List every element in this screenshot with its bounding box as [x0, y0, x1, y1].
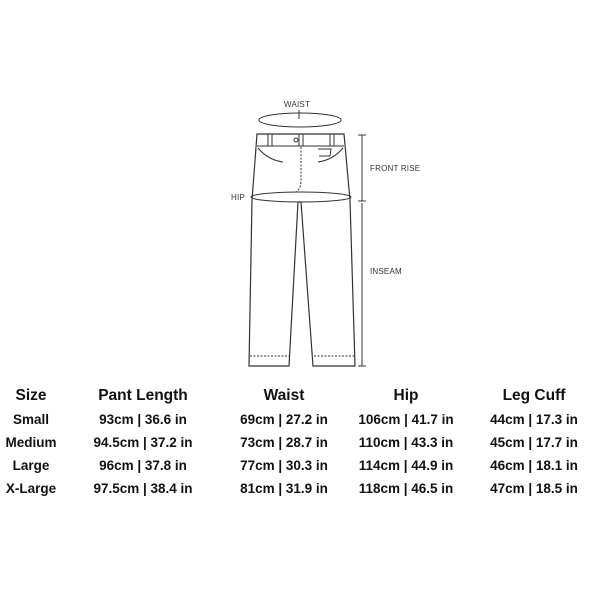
cell-pant-length: 94.5cm | 37.2 in: [93, 435, 193, 450]
hip-measure-ellipse: [251, 192, 351, 202]
coin-pocket: [318, 149, 331, 156]
hip-label: HIP: [231, 193, 245, 202]
button-icon: [294, 138, 298, 142]
size-chart-table: [0, 384, 600, 500]
header-hip: Hip: [393, 387, 419, 404]
cell-pant-length: 93cm | 36.6 in: [99, 412, 187, 427]
cell-hip: 106cm | 41.7 in: [358, 412, 454, 427]
fly-stitch: [296, 147, 301, 192]
pocket-left: [258, 148, 283, 162]
table-row: [0, 477, 600, 500]
header-waist: Waist: [263, 387, 305, 404]
belt-loop: [299, 134, 303, 146]
belt-loop: [268, 134, 272, 146]
cell-waist: 69cm | 27.2 in: [240, 412, 328, 427]
cell-hip: 110cm | 43.3 in: [358, 435, 454, 450]
cell-leg-cuff: 46cm | 18.1 in: [490, 458, 578, 473]
cell-waist: 77cm | 30.3 in: [240, 458, 328, 473]
cell-pant-length: 97.5cm | 38.4 in: [93, 481, 193, 496]
inseam-label: INSEAM: [370, 267, 402, 276]
table-row: [0, 454, 600, 477]
cell-leg-cuff: 47cm | 18.5 in: [490, 481, 578, 496]
cell-size: Small: [12, 412, 50, 427]
cell-pant-length: 96cm | 37.8 in: [99, 458, 187, 473]
cell-size: X-Large: [5, 481, 57, 496]
table-row: [0, 431, 600, 454]
table-row: [0, 408, 600, 431]
waist-measure-ellipse: [259, 113, 341, 127]
cell-size: Large: [12, 458, 50, 473]
cell-waist: 81cm | 31.9 in: [240, 481, 328, 496]
header-leg-cuff: Leg Cuff: [502, 387, 566, 404]
cell-hip: 118cm | 46.5 in: [358, 481, 454, 496]
pants-outline: [249, 134, 355, 366]
cell-waist: 73cm | 28.7 in: [240, 435, 328, 450]
cell-hip: 114cm | 44.9 in: [358, 458, 454, 473]
cell-size: Medium: [5, 435, 57, 450]
header-size: Size: [15, 387, 47, 404]
cell-leg-cuff: 45cm | 17.7 in: [490, 435, 578, 450]
table-header-row: [0, 384, 600, 408]
front-rise-label: FRONT RISE: [370, 164, 421, 173]
waist-label: WAIST: [284, 100, 311, 109]
header-pant-length: Pant Length: [98, 387, 188, 404]
belt-loop: [330, 134, 334, 146]
cell-leg-cuff: 44cm | 17.3 in: [490, 412, 578, 427]
